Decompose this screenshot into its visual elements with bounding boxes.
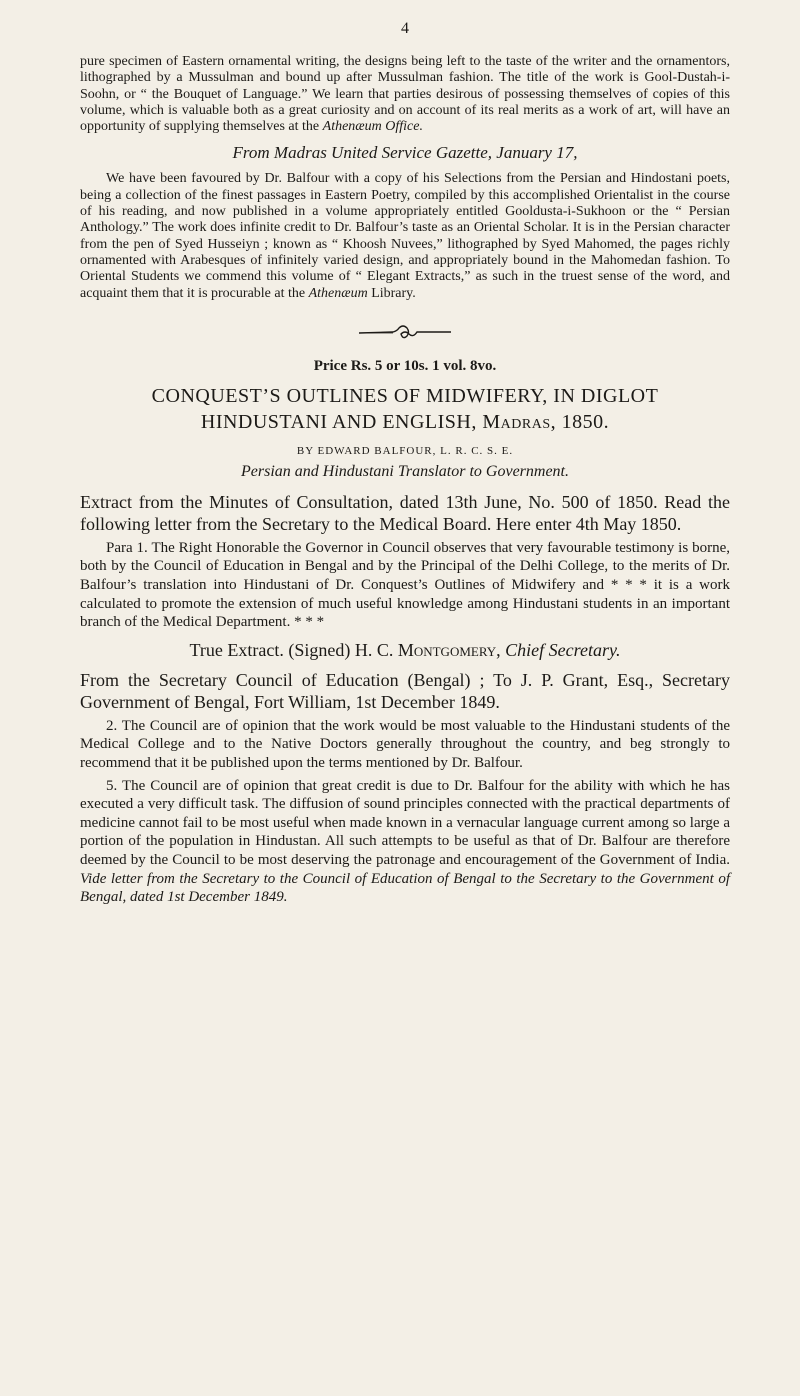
para-2: 2. The Council are of opinion that the work would be most valuable to the Hindustani students of the Medical College and to the Native Doctors generally throughout the country, and beg strongly to recommend that it be published upon the terms mentioned by Dr. Balfour. bbox=[80, 717, 730, 772]
athenaeum-office: Athenæum Office. bbox=[322, 119, 423, 135]
price-line: Price Rs. 5 or 10s. 1 vol. 8vo. bbox=[313, 357, 497, 374]
vide-reference: Vide letter from the Secretary to the Council of Education of Bengal to the Secretary to the Government of Bengal, dated 1st December 1849. bbox=[80, 870, 730, 906]
title-place: Madras bbox=[482, 410, 551, 433]
athenaeum-paragraph bbox=[80, 54, 730, 135]
para-5 bbox=[80, 777, 730, 907]
document-page bbox=[80, 20, 730, 907]
para-5-text: 5. The Council are of opinion that great credit is due to Dr. Balfour for the ability with which he has executed a very difficult task. The diffusion of sound principles connected with the practical departments of medicine cannot fail to be most useful when made known in a vernacular language current among so large a portion of the population in Hindustan. All such attempts to be useful as that of Dr. Balfour are therefore deemed by the Council to be most deserving the patronage and encouragement of the Government of India. bbox=[80, 777, 730, 868]
extract-paragraph: Extract from the Minutes of Consultation, dated 13th June, No. 500 of 1850. Read the following letter from the Secretary to the Medical Board. Here enter 4th May 1850. bbox=[80, 491, 730, 534]
madras-heading: From Madras United Service Gazette, January 17, bbox=[232, 143, 578, 163]
from-council-paragraph: From the Secretary Council of Education (Bengal) ; To J. P. Grant, Esq., Secretary Government of Bengal, Fort William, 1st December 1849. bbox=[80, 669, 730, 712]
byline: BY EDWARD BALFOUR, L. R. C. S. E. bbox=[296, 444, 514, 457]
title-year: , 1850. bbox=[550, 410, 610, 433]
separator: , bbox=[496, 639, 506, 660]
athenaeum-text: pure specimen of Eastern ornamental writing, the designs being left to the taste of the writer and the ornamentors, lithographed by a Mussulman and bound up after Mussulman fashion. The title of the work is Gool-Dustah-i-Soohn, or “ the Bouquet of Language.” We learn that parties desirous of possessing themselves of copies of this volume, which is valuable both as a great curiosity and on account of its real merits as a work of art, will have an opportunity of supplying themselves at the bbox=[80, 54, 730, 135]
madras-library: Library. bbox=[367, 285, 416, 301]
book-title-line1: CONQUEST’S OUTLINES OF MIDWIFERY, IN DIGLOT bbox=[151, 384, 659, 407]
page-number: 4 bbox=[401, 20, 409, 37]
ornament-divider-icon bbox=[80, 322, 730, 342]
signatory-title: Chief Secretary. bbox=[505, 639, 621, 660]
title-part: HINDUSTANI AND ENGLISH, bbox=[200, 410, 483, 433]
book-title-line2 bbox=[80, 409, 730, 435]
madras-athenaeum: Athenæum bbox=[308, 285, 368, 301]
true-extract-line bbox=[80, 640, 730, 661]
signatory-name: Montgomery bbox=[397, 639, 497, 660]
madras-text: We have been favoured by Dr. Balfour with a copy of his Selections from the Persian and Hindostani poets, being a collection of the finest passages in Eastern Poetry, compiled by this accomplished Orientalist in the course of his reading, and now published in a volume appropriately entitled Gooldusta-i-Sukhoon or the “ Persian Anthology.” The work does infinite credit to Dr. Balfour’s taste as an Oriental Scholar. It is in the Persian character from the pen of Syed Husseiyn ; known as “ Khoosh Nuvees,” lithographed by Syed Mahomed, the pages richly ornamented with Arabesques of infinitely varied design, and appropriately bound in the Mahomedan fashion. To Oriental Students we commend this volume of “ Elegant Extracts,” as such in the truest sense of the word, and acquaint them that it is procurable at the bbox=[80, 171, 730, 301]
para-1: Para 1. The Right Honorable the Governor in Council observes that very favourable testimony is borne, both by the Council of Education in Bengal and by the Principal of the Delhi College, to the merits of Dr. Balfour’s translation into Hindustani of Dr. Conquest’s Outlines of Midwifery and * * * it is a work calculated to promote the extension of much useful knowledge among Hindustani students in an important branch of the Medical Department. * * * bbox=[80, 539, 730, 631]
madras-paragraph bbox=[80, 171, 730, 301]
true-extract-text: True Extract. (Signed) H. C. bbox=[189, 639, 398, 660]
translator-title: Persian and Hindustani Translator to Government. bbox=[240, 462, 569, 480]
